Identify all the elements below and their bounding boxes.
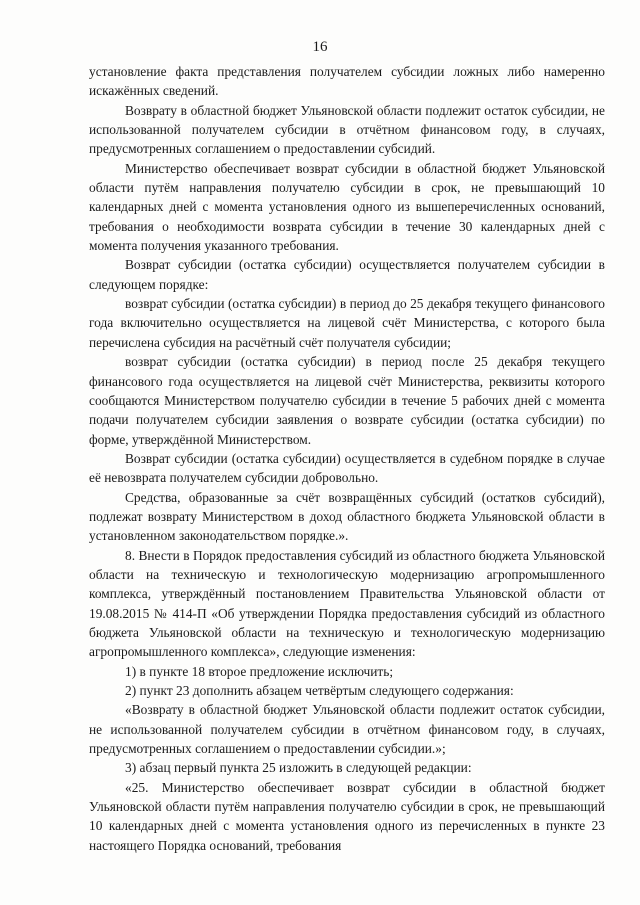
paragraph-10: 1) в пункте 18 второе предложение исключить; xyxy=(125,663,394,679)
paragraph-11: 2) пункт 23 дополнить абзацем четвёртым следующего содержания: xyxy=(125,683,514,698)
paragraph-12: «Возврату в областной бюджет Ульяновской области подлежит остаток субсидии, не использованной получателем субсидии в отчётном финансовом году, в случаях, предусмотренных соглашением о предоставлении субсидии.»; xyxy=(89,702,605,757)
paragraph-7: Возврат субсидии (остатка субсидии) осуществляется в судебном порядке в случае её невозврата получателем субсидии добровольно. xyxy=(89,450,605,486)
paragraph-4: Возврат субсидии (остатка субсидии) осуществляется получателем субсидии в следующем порядке: xyxy=(89,257,605,292)
paragraph-2: Возврату в областной бюджет Ульяновской области подлежит остаток субсидии, не использованной получателем субсидии в отчётном финансовом году, в случаях, предусмотренных соглашением о предоставлении субсидий. xyxy=(89,102,605,157)
page-number: 16 xyxy=(312,39,328,55)
document-body xyxy=(89,62,605,855)
paragraph-5: возврат субсидии (остатка субсидии) в период до 25 декабря текущего финансового года включительно осуществляется на лицевой счёт Министерства, с которого была перечислена субсидия на расчётный счёт получателя субсидии; xyxy=(89,296,605,350)
paragraph-8: Средства, образованные за счёт возвращённых субсидий (остатков субсидий), подлежат возврату Министерством в доход областного бюджета Ульяновской области в установленном законодательством порядке.». xyxy=(89,489,605,544)
paragraph-13: 3) абзац первый пункта 25 изложить в следующей редакции: xyxy=(125,760,472,776)
paragraph-9: 8. Внести в Порядок предоставления субсидий из областного бюджета Ульяновской области на техническую и технологическую модернизацию агропромышленного комплекса, утверждённый постановлением Правительства Ульяновской области от 19.08.2015 № 414-П «Об утверждении Порядка предоставления субсидий из областного бюджета Ульяновской области на техническую и технологическую модернизацию агропромышленного комплекса», следующие изменения: xyxy=(89,547,605,660)
paragraph-1: установление факта представления получателем субсидии ложных либо намеренно искажённых сведений. xyxy=(89,64,605,99)
paragraph-6: возврат субсидии (остатка субсидии) в период после 25 декабря текущего финансового года осуществляется на лицевой счёт Министерства, реквизиты которого сообщаются Министерством получателю субсидии в течение 5 рабочих дней с момента подачи получателем субсидии заявления о возврате субсидии (остатка субсидии) по форме, утверждённой Министерством. xyxy=(89,354,605,447)
paragraph-3: Министерство обеспечивает возврат субсидии в областной бюджет Ульяновской области путём направления получателю субсидии в срок, не превышающий 10 календарных дней с момента установления одного из вышеперечисленных оснований, требования о необходимости возврата субсидии в течение 30 календарных дней с момента получения указанного требования. xyxy=(89,160,605,254)
paragraph-14: «25. Министерство обеспечивает возврат субсидии в областной бюджет Ульяновской области путём направления получателю субсидии в срок, не превышающий 10 календарных дней с момента установления одного из перечисленных в пункте 23 настоящего Порядка оснований, требования xyxy=(89,779,605,853)
